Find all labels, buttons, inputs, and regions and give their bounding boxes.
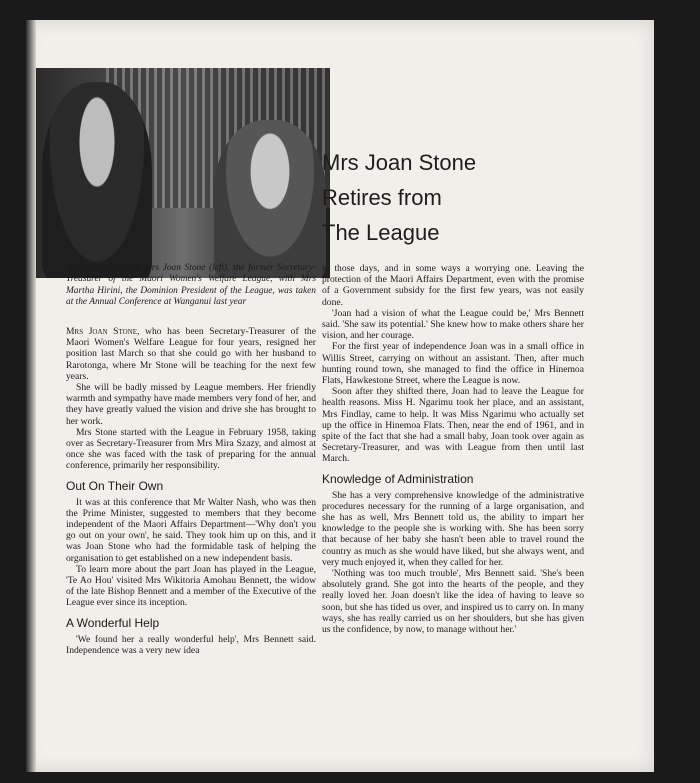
photo-figure-left — [42, 82, 152, 278]
left-column — [66, 326, 316, 656]
photograph — [36, 68, 330, 278]
page-number: 55 — [286, 772, 296, 783]
title-line-1: Mrs Joan Stone — [322, 149, 477, 175]
right-column — [322, 263, 584, 635]
paragraph: It was at this conference that Mr Walter Nash, who was then the Prime Minister, suggested to members that they become independent of the Maori Affairs Department—'Why don't you go out on your own', he said. They took him up on this, and it was Joan Stone who had the formidable task of helping the organisation to get established on a new independent basis. — [66, 496, 316, 564]
article-title — [322, 145, 622, 250]
paragraph: She will be badly missed by League members. Her friendly warmth and sympathy have made members very fond of her, and they have greatly valued the vision and drive she has brought to her work. — [66, 382, 316, 427]
paragraph: 'Joan had a vision of what the League could be,' Mrs Bennett said. 'She saw its potential.' She knew how to make others share her vision, and her courage. — [322, 307, 584, 342]
paragraph: Mrs Stone started with the League in February 1958, taking over as Secretary-Treasurer from Mrs Mira Szazy, and almost at once she was faced with the task of preparing for the annual conference, primarily her responsibility. — [66, 426, 316, 472]
paragraph — [66, 326, 316, 382]
paragraph: Soon after they shifted there, Joan had to leave the League for health reasons. Miss H. Ngarimu took her place, and an assistant, Mrs Findlay, came to help. It was Miss Ngarimu who actually set up the office in Hinemoa Flats. Then, near the end of 1961, and in spite of the fact that she had a small baby, Joan took over again as Secretary-Treasurer, and was with League from then until last March. — [322, 386, 584, 465]
paragraph: She has a very comprehensive knowledge of the administrative procedures necessary for the running of a large organisation, and she has as well, Mrs Bennett told us, the ability to impart her knowledge to the people she is working with. She has been sorry that because of her baby she hasn't been able to travel round the country as much as she would have liked, but she always went, and very much enjoyed it, when they called for her. — [322, 489, 584, 568]
paragraph: 'We found her a really wonderful help', Mrs Bennett said. Independence was a very new idea — [66, 633, 316, 656]
paragraph: To learn more about the part Joan has played in the League, 'Te Ao Hou' visited Mrs Wikitoria Amohau Bennett, the widow of the late Bishop Bennett and a member of the Executive of the League ever since its inception. — [66, 563, 316, 609]
title-line-3: The League — [322, 219, 440, 245]
paragraph: in those days, and in some ways a worrying one. Leaving the protection of the Maori Affairs Department, even with the promise of a Government subsidy for the first few years, was not easily done. — [322, 263, 584, 308]
binding-gutter — [26, 20, 36, 772]
photo-figure-right — [214, 120, 326, 278]
lead-text: who has been Secretary-Treasurer of the Maori Women's Welfare League for four years, resigned her position last March so that she could go with her husband to Rarotonga, where Mr Stone will be teaching for the next few years. — [66, 326, 316, 382]
magazine-page — [26, 20, 654, 772]
paragraph: For the first year of independence Joan was in a small office in Willis Street, carrying on without an assistant. Then, after much hunting round town, she managed to find the office in Hinemoa Flats, Hawkestone Street, where the League is now. — [322, 341, 584, 387]
section-heading: Out On Their Own — [66, 478, 164, 493]
lead-name: Mrs Joan Stone, — [66, 326, 140, 337]
title-line-2: Retires from — [322, 184, 442, 210]
photo-caption: This photograph of Mrs Joan Stone (left), the former Secretary-Treasurer of the Maori Women's Welfare League, with Mrs Martha Hirini, the Dominion President of the League, was taken at the Annual Conference at Wanganui last year — [66, 263, 316, 307]
paragraph: 'Nothing was too much trouble', Mrs Bennett said. 'She's been absolutely grand. She got into the hearts of the people, and they really loved her. Joan doesn't like the idea of having to leave so soon, but she has tided us over, and inspired us to carry on. In many ways, she has really carried us on her shoulders, but she has given us the confidence, by now, to manage without her.' — [322, 568, 584, 636]
section-heading: A Wonderful Help — [66, 615, 160, 630]
section-heading: Knowledge of Administration — [322, 471, 474, 486]
